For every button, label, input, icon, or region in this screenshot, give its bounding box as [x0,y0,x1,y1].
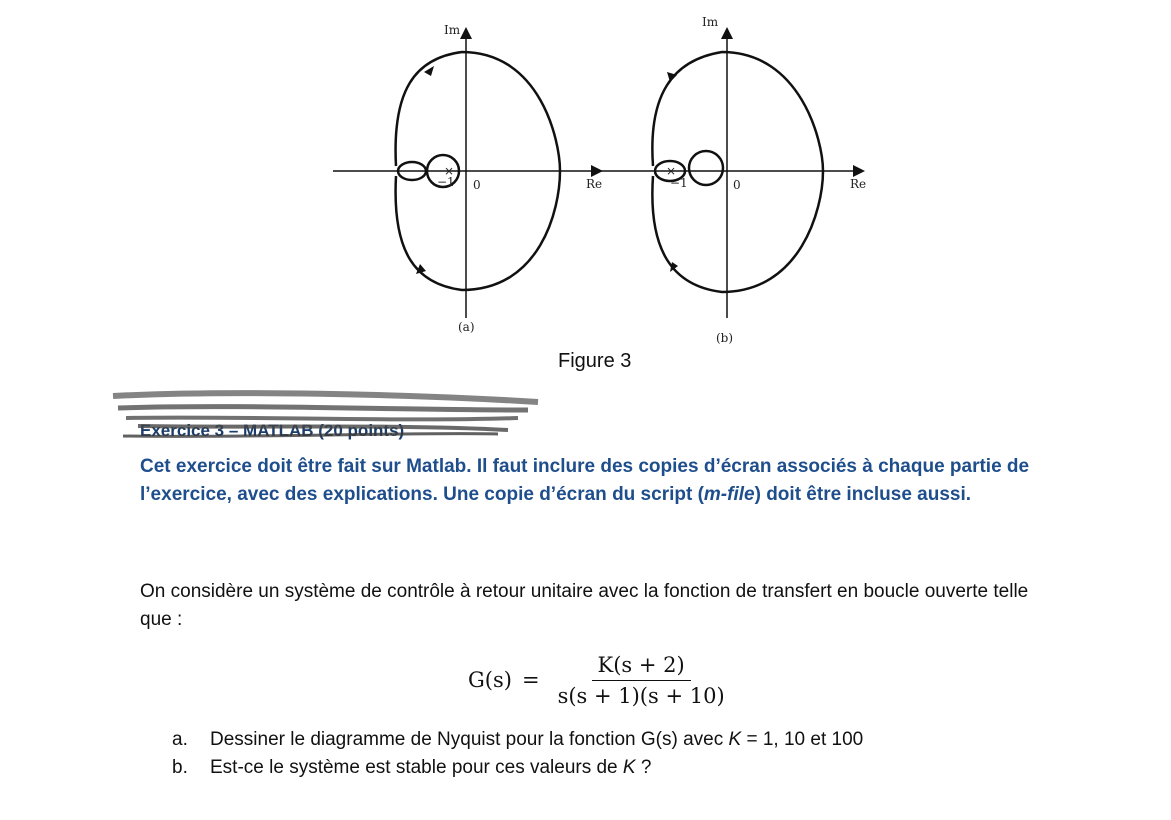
minus-one-label-a: −1 [437,175,455,189]
pole-mark-a: × [444,164,455,178]
question-a [172,726,863,754]
question-text: Est-ce le système est stable pour ces valeurs de [210,757,623,778]
exercise-title: Exercice 3 – MATLAB (20 points) [140,421,405,440]
re-label-b: Re [850,177,867,191]
instructions-paragraph [140,453,1040,509]
im-label-b: Im [702,15,719,29]
nyquist-plot-b [598,15,866,345]
question-b [172,754,863,782]
question-k: K [728,729,742,750]
transfer-function-equation [468,645,731,715]
equation-equals: = [521,668,540,692]
equation-denominator: s(s + 1)(s + 10) [557,683,725,708]
intro-paragraph: On considère un système de contrôle à retour unitaire avec la fonction de transfert en boucle ouverte telle que : [140,581,1029,630]
instructions-mfile: m-file [703,484,755,505]
question-marker: b. [172,757,188,778]
minus-one-label-b: −1 [670,176,688,190]
nyquist-curve-b [652,52,823,292]
nyquist-plot-a [333,23,602,334]
equation-numerator: K(s + 2) [592,653,691,681]
direction-arrow-a-top [424,66,434,76]
question-text-after: ? [635,757,652,778]
question-text: Dessiner le diagramme de Nyquist pour la fonction G(s) avec [210,729,729,750]
equation-fraction [552,653,731,708]
small-loop-b-right [689,151,723,185]
question-marker: a. [172,729,188,750]
re-label-a: Re [586,177,603,191]
equation-lhs: G(s) [468,668,512,692]
pole-mark-b: × [666,164,677,178]
im-label-a: Im [444,23,461,37]
origin-label-b: 0 [733,178,741,192]
question-k: K [622,757,636,778]
instructions-part2: ) doit être incluse aussi. [754,484,972,505]
question-list [172,726,863,782]
question-text-after: = 1, 10 et 100 [741,729,864,750]
origin-label-a: 0 [473,178,481,192]
figure-caption: Figure 3 [558,350,632,372]
scribble-overlay [108,388,548,448]
nyquist-figure [0,0,1171,380]
plot-label-b: (b) [716,331,734,345]
plot-label-a: (a) [458,320,475,334]
instructions-part1: Cet exercice doit être fait sur Matlab. Il faut inclure des copies d’écran associés à chaque partie de l’exercice, avec des explications. Une copie d’écran du script ( [140,456,1030,505]
